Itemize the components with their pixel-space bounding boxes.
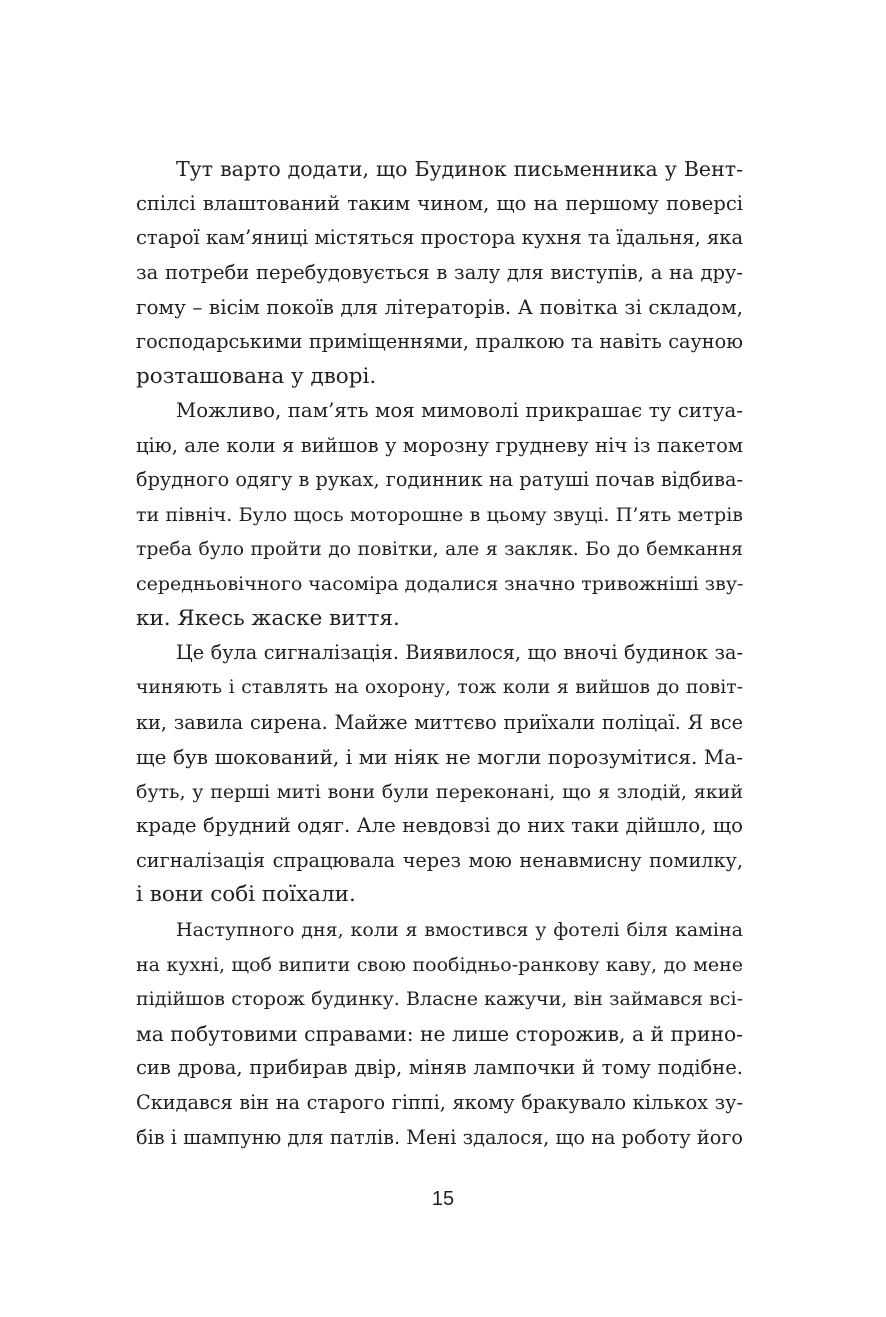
text-line: сигналізація спрацювала через мою ненавмисну помилку, [136,848,743,872]
text-line: Тут варто додати, що Будинок письменника у Вент- [176,157,743,181]
text-line: треба було пройти до повітки, але я закляк. Бо до бемкання [136,538,743,560]
text-line: ки, завила сирена. Майже миттєво приїхали поліцаї. Я все [136,710,743,734]
text-line: господарськими приміщеннями, пралкою та навіть сауною [136,329,743,353]
text-line: буть, у перші миті вони були переконані, що я злодій, який [136,780,743,803]
text-line: сив дрова, прибирав двір, міняв лампочки й тому подібне. [136,1056,743,1080]
text-line: цію, але коли я вийшов у морозну грудневу ніч із пакетом [136,433,743,457]
text-line: Можливо, пам’ять моя мимоволі прикрашає ту ситуа- [176,399,743,423]
text-line: ти північ. Було щось моторошне в цьому звуці. П’ять метрів [136,503,743,526]
text-line: на кухні, щоб випити свою пообідньо-ранкову каву, до мене [136,953,743,976]
text-line: ще був шокований, і ми ніяк не могли порозумітися. Ма- [136,745,743,770]
text-line: за потреби перебудовується в залу для виступів, а на дру- [136,260,743,284]
text-line: брудного одягу в руках, годинник на ратуші почав відбива- [136,468,743,492]
page-number: 15 [431,1188,455,1210]
text-line: середньовічного часоміра додалися значно тривожніші зву- [136,573,743,596]
text-line: бів і шампуню для патлів. Мені здалося, що на роботу його [136,1125,743,1149]
text-line: ма побутовими справами: не лише сторожив, а й прино- [136,1021,743,1046]
text-line: Це була сигналізація. Виявилося, що вночі будинок за- [176,641,743,665]
text-line: підійшов сторож будинку. Власне кажучи, він займався всі- [136,988,743,1011]
text-line: ки. Якесь жаске виття. [136,605,400,631]
text-line: чиняють і ставлять на охорону, тож коли я вийшов до повіт- [136,676,743,698]
text-line: старої кам’яниці містяться простора кухня та їдальня, яка [136,226,743,250]
text-line: Скидався він на старого гіппі, якому бракувало кількох зу- [136,1091,743,1115]
text-line: спілсі влаштований таким чином, що на першому поверсі [136,191,743,215]
text-line: Наступного дня, коли я вмостився у фотелі біля каміна [176,919,743,942]
body-text [136,152,743,1155]
text-line: і вони собі поїхали. [136,882,356,908]
text-line: краде брудний одяг. Але невдовзі до них таки дійшло, що [136,814,743,838]
text-line: гому – вісім покоїв для літераторів. А повітка зі складом, [136,295,743,320]
text-line: розташована у дворі. [136,363,377,389]
